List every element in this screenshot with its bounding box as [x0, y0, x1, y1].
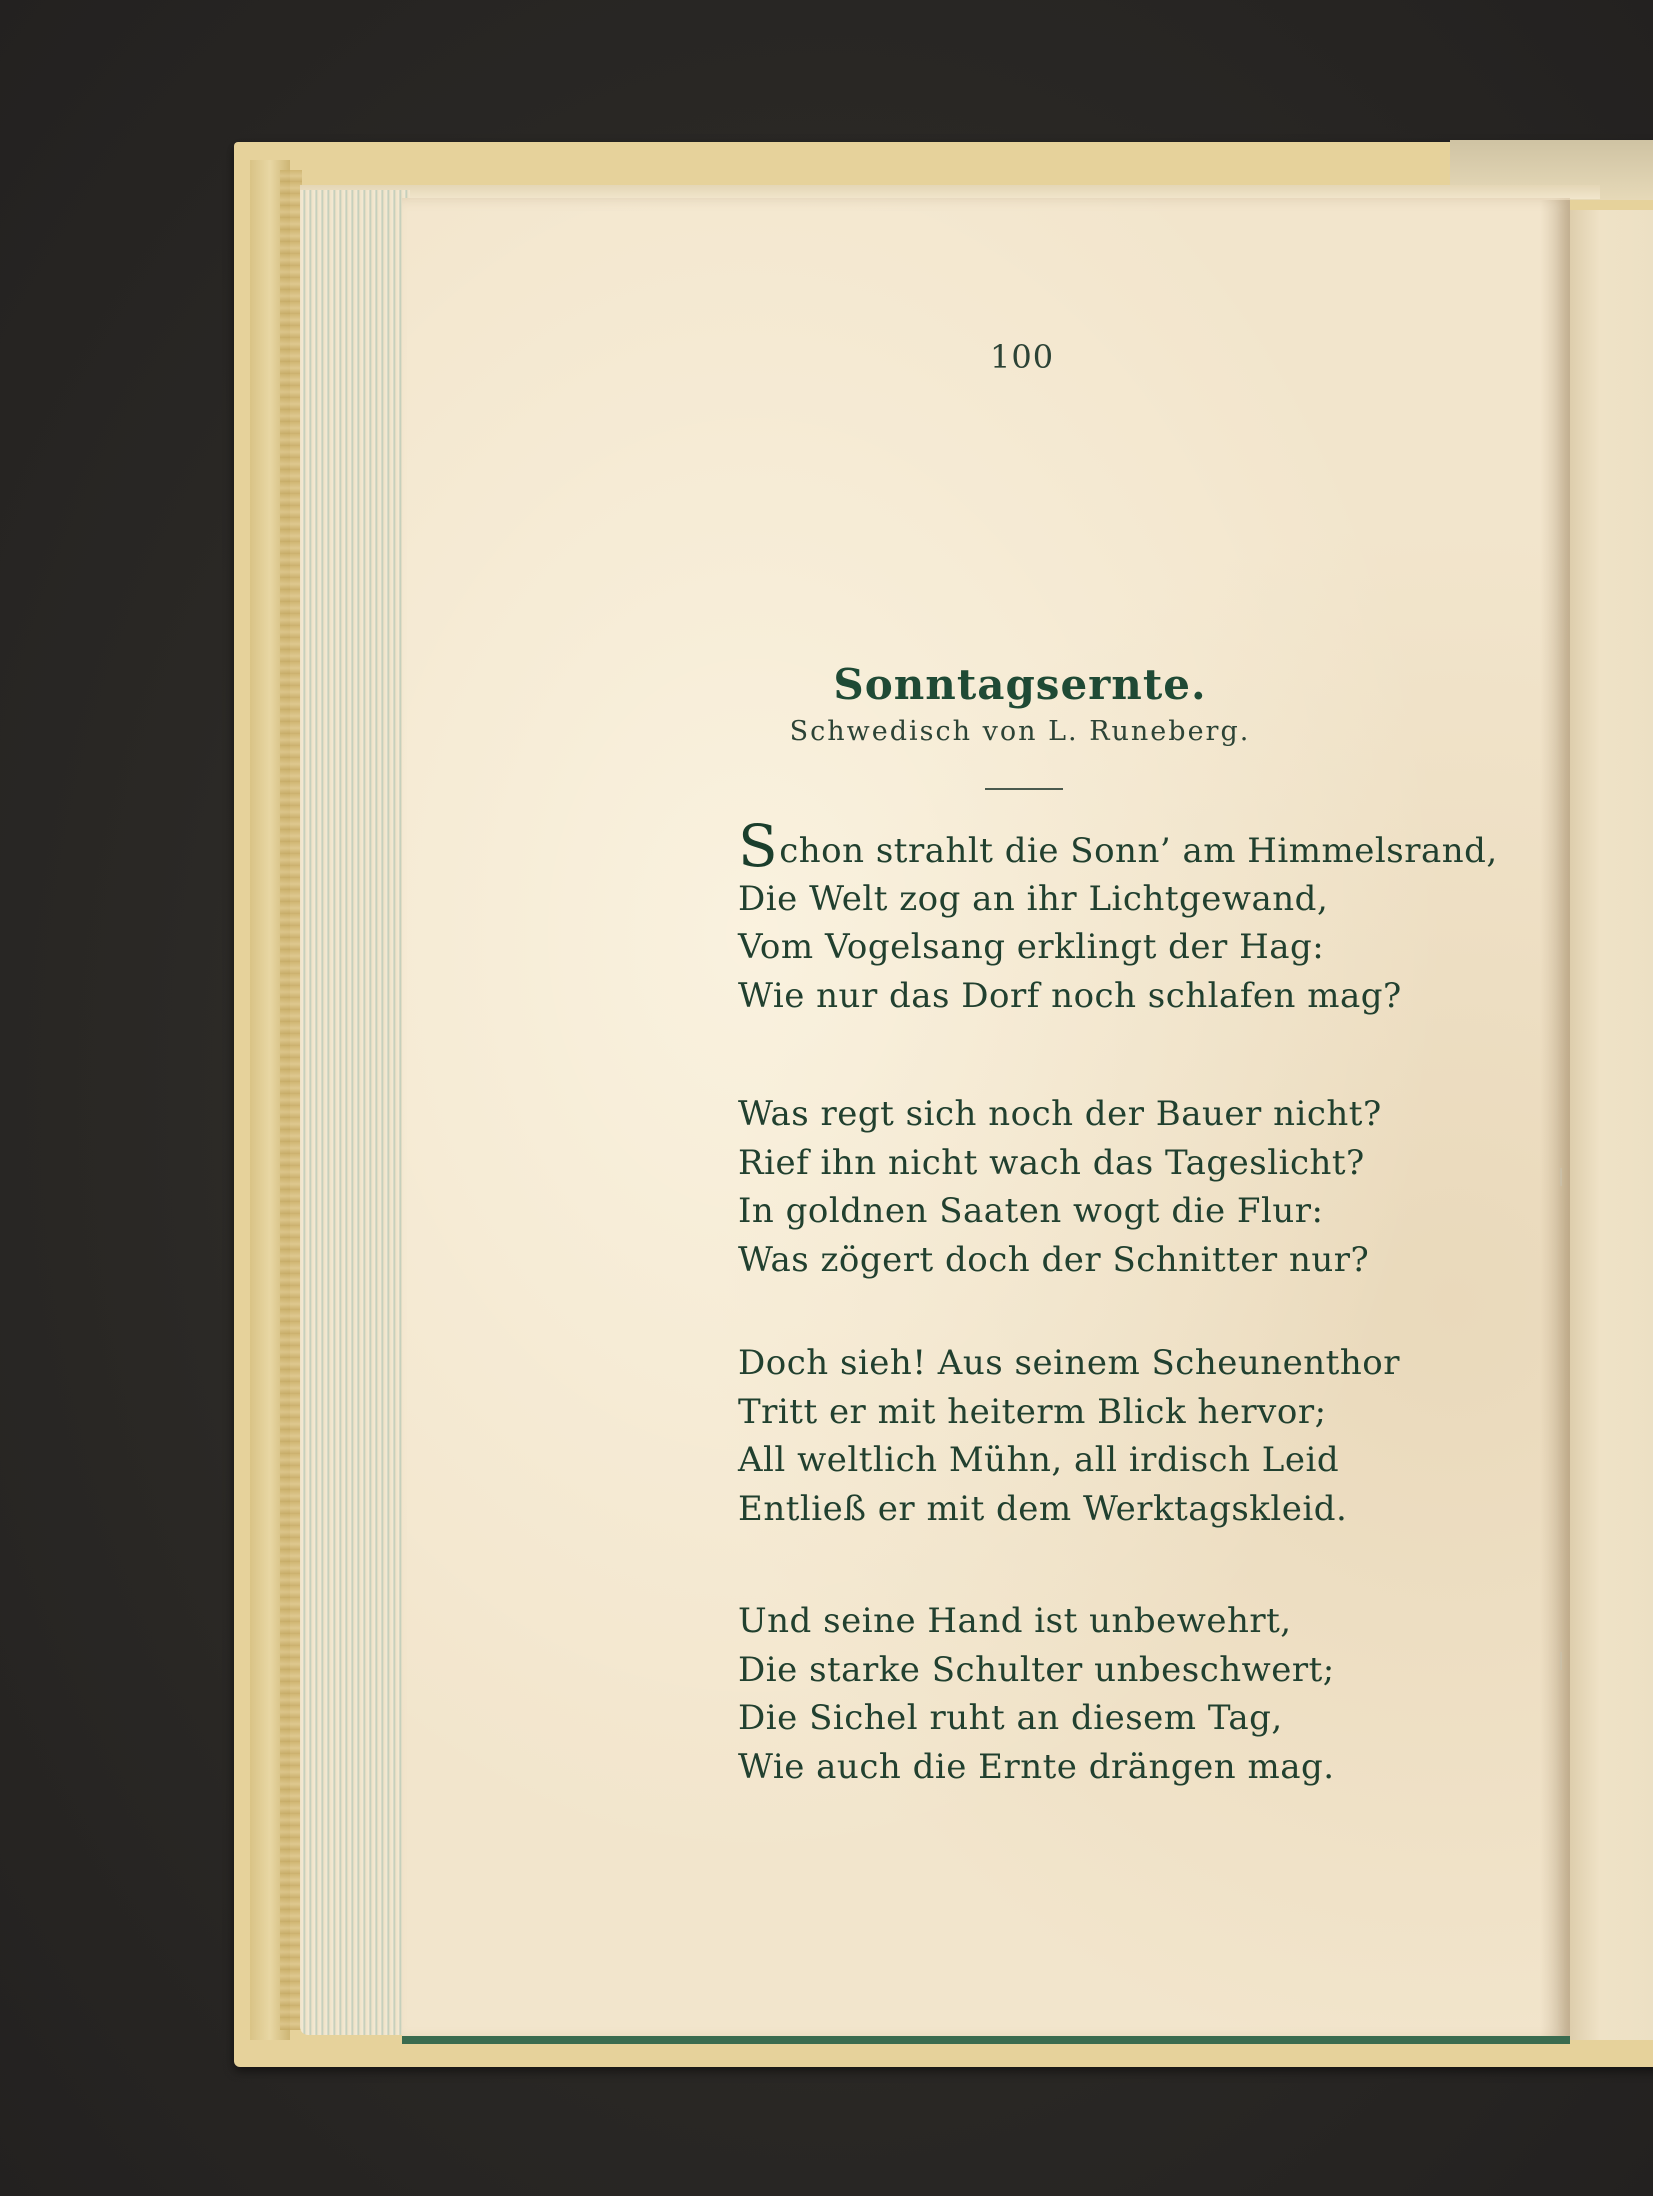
page-bottom-edge: [402, 2036, 1570, 2044]
poem-line: In goldnen Saaten wogt die Flur:: [738, 1191, 1324, 1231]
stanza-2: [738, 1090, 1382, 1284]
poem-line: Entließ er mit dem Werktagskleid.: [738, 1488, 1348, 1529]
stanza-1: [738, 812, 1498, 1020]
binding-thread: [1560, 1652, 1572, 1670]
binding-thread: [1560, 1168, 1572, 1186]
poem-line: Wie auch die Ernte drängen mag.: [738, 1746, 1335, 1787]
poem-line: Rief ihn nicht wach das Tageslicht?: [738, 1142, 1365, 1183]
poem-line: Was regt sich noch der Bauer nicht?: [738, 1094, 1382, 1134]
page-number: 100: [990, 338, 1055, 376]
poem-line: Die starke Schulter unbeschwert;: [738, 1649, 1335, 1690]
spine-binding: [280, 170, 302, 2030]
poem-subtitle: Schwedisch von L. Runeberg.: [789, 716, 1251, 747]
poem-line: Die Sichel ruht an diesem Tag,: [738, 1698, 1283, 1738]
poem-line: Die Welt zog an ihr Lichtgewand,: [738, 878, 1329, 919]
stanza-3: [738, 1339, 1400, 1533]
poem-line-text: chon strahlt die Sonn’ am Himmelsrand,: [779, 831, 1498, 871]
poem-line: Vom Vogelsang erklingt der Hag:: [738, 927, 1325, 967]
poem-line: All weltlich Mühn, all irdisch Leid: [738, 1440, 1340, 1480]
facing-page-edge: [1560, 210, 1653, 2040]
poem-line: Und seine Hand ist unbewehrt,: [738, 1601, 1292, 1641]
stanza-4: [738, 1597, 1335, 1791]
page-stack-edges: [300, 190, 410, 2035]
title-divider: [985, 788, 1063, 790]
poem-line: Wie nur das Dorf noch schlafen mag?: [738, 975, 1402, 1016]
page-stack-top: [300, 185, 1600, 199]
gutter-shadow: [1540, 200, 1570, 2040]
poem-line: Doch sieh! Aus seinem Scheunenthor: [738, 1343, 1400, 1383]
poem-line: Was zögert doch der Schnitter nur?: [738, 1239, 1370, 1280]
poem-line: [738, 812, 1498, 880]
drop-cap: S: [738, 812, 779, 880]
poem-title: Sonntagsernte.: [833, 660, 1207, 709]
poem-line: Tritt er mit heiterm Blick hervor;: [738, 1391, 1327, 1432]
